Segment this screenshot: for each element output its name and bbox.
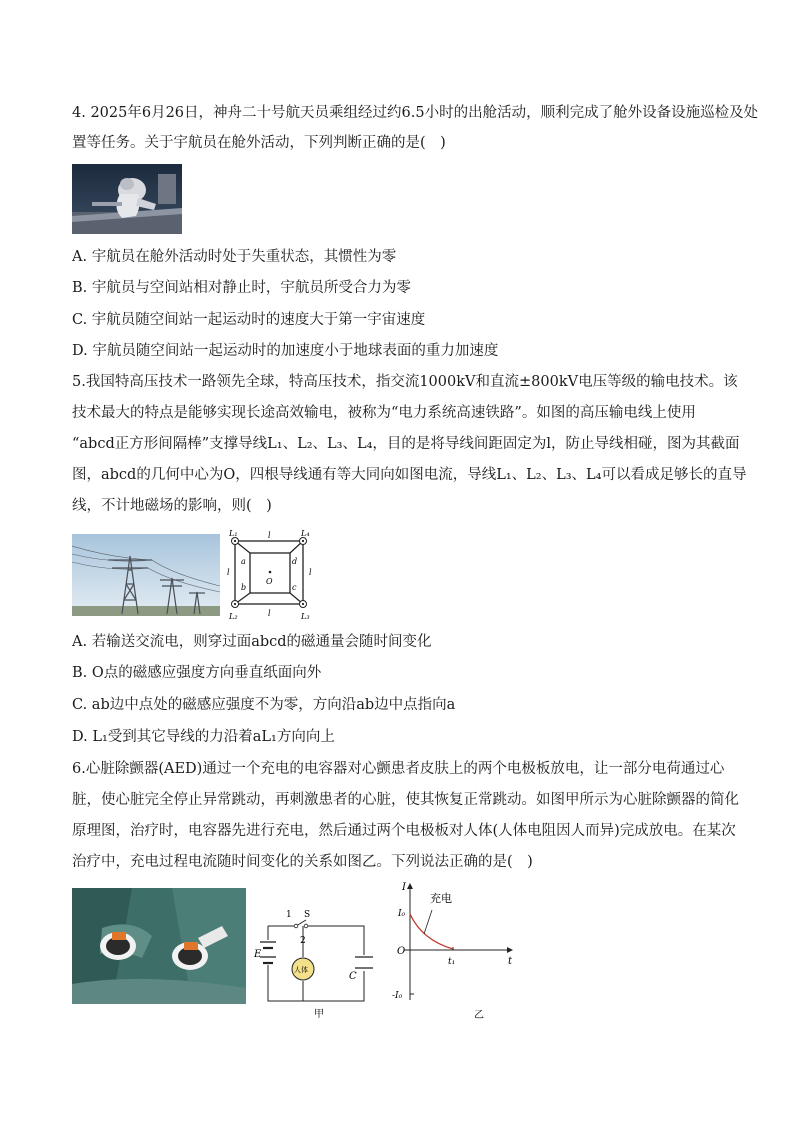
label-L3: L₃ bbox=[301, 612, 310, 621]
q6-stem-line4: 治疗中，充电过程电流随时间变化的关系如图乙。下列说法正确的是( ) bbox=[72, 854, 533, 870]
q4-stem-line1: 4. 2025年6月26日，神舟二十号航天员乘组经过约6.5小时的出舱活动，顺利完成了舱外设备设施巡检及处 bbox=[72, 105, 759, 121]
astronaut-photo bbox=[72, 164, 182, 234]
q5-stem-line3: “abcd正方形间隔棒”支撑导线L₁、L₂、L₃、L₄，目的是将导线间距固定为l，防止导线相碰，图为其截面 bbox=[72, 436, 740, 452]
label-l-top: l bbox=[268, 531, 271, 540]
q4-option-c: C. 宇航员随空间站一起运动时的速度大于第一宇宙速度 bbox=[72, 312, 426, 328]
circuit-caption: 甲 bbox=[314, 1009, 324, 1020]
tick-label-neg-i0: -I₀ bbox=[392, 991, 403, 1001]
q4-option-b: B. 宇航员与空间站相对静止时，宇航员所受合力为零 bbox=[72, 280, 411, 296]
q6-stem-line2: 脏，使心脏完全停止异常跳动，再刺激患者的心脏，使其恢复正常跳动。如图甲所示为心脏除颤器的简化 bbox=[72, 792, 739, 808]
label-b: b bbox=[241, 583, 247, 592]
switch-label: S bbox=[304, 910, 311, 920]
human-body-label: 人体 bbox=[294, 966, 308, 974]
label-l-right: l bbox=[309, 568, 312, 577]
label-d: d bbox=[292, 557, 298, 566]
q5-option-b: B. O点的磁感应强度方向垂直纸面向外 bbox=[72, 665, 322, 681]
axis-label-t: t bbox=[508, 956, 513, 967]
origin-label: O bbox=[397, 946, 406, 957]
q4-option-d: D. 宇航员随空间站一起运动时的加速度小于地球表面的重力加速度 bbox=[72, 343, 499, 359]
label-L2: L₂ bbox=[229, 612, 238, 621]
power-tower-photo bbox=[72, 534, 220, 616]
tick-label-t1: t₁ bbox=[448, 957, 456, 967]
circuit-diagram bbox=[252, 905, 377, 1023]
q5-stem-line2: 技术最大的特点是能够实现长途高效输电，被称为“电力系统高速铁路”。如图的高压输电线上使用 bbox=[72, 405, 696, 421]
q4-option-a: A. 宇航员在舱外活动时处于失重状态，其惯性为零 bbox=[72, 249, 397, 265]
label-a: a bbox=[241, 557, 246, 566]
emf-label: E bbox=[254, 949, 262, 960]
label-L1: L₁ bbox=[229, 529, 238, 538]
aed-photo bbox=[72, 888, 246, 1004]
curve-label: 充电 bbox=[430, 892, 452, 905]
label-O: O bbox=[266, 577, 273, 586]
graph-caption: 乙 bbox=[474, 1010, 484, 1021]
switch-pos2-label: 2 bbox=[300, 936, 306, 946]
label-L4: L₄ bbox=[301, 529, 310, 538]
q4-stem-line2: 置等任务。关于宇航员在舱外活动，下列判断正确的是( ) bbox=[72, 135, 446, 151]
switch-pos1-label: 1 bbox=[286, 910, 292, 920]
q5-option-c: C. ab边中点处的磁感应强度不为零，方向沿ab边中点指向a bbox=[72, 697, 456, 713]
q6-stem-line1: 6.心脏除颤器(AED)通过一个充电的电容器对心颤患者皮肤上的两个电极板放电，让一部分电荷通过心 bbox=[72, 761, 725, 777]
q5-option-d: D. L₁受到其它导线的力沿着aL₁方向向上 bbox=[72, 729, 335, 745]
tick-label-i0: I₀ bbox=[398, 909, 406, 919]
current-time-graph bbox=[388, 876, 518, 1024]
q5-stem-line1: 5.我国特高压技术一路领先全球，特高压技术，指交流1000kV和直流±800kV电压等级的输电技术。该 bbox=[72, 374, 738, 390]
q5-stem-line5: 线，不计地磁场的影响，则( ) bbox=[72, 498, 272, 514]
spacer-cross-section-diagram bbox=[226, 528, 316, 622]
label-l-bottom: l bbox=[268, 609, 271, 618]
capacitor-label: C bbox=[349, 971, 357, 982]
q6-stem-line3: 原理图，治疗时，电容器先进行充电，然后通过两个电极板对人体(人体电阻因人而异)完成放电。在某次 bbox=[72, 823, 736, 839]
q5-stem-line4: 图，abcd的几何中心为O，四根导线通有等大同向如图电流，导线L₁、L₂、L₃、L₄可以看成足够长的直导 bbox=[72, 467, 747, 483]
label-c: c bbox=[292, 583, 297, 592]
q5-option-a: A. 若输送交流电，则穿过面abcd的磁通量会随时间变化 bbox=[72, 634, 432, 650]
axis-label-i: I bbox=[402, 882, 406, 893]
label-l-left: l bbox=[227, 568, 230, 577]
